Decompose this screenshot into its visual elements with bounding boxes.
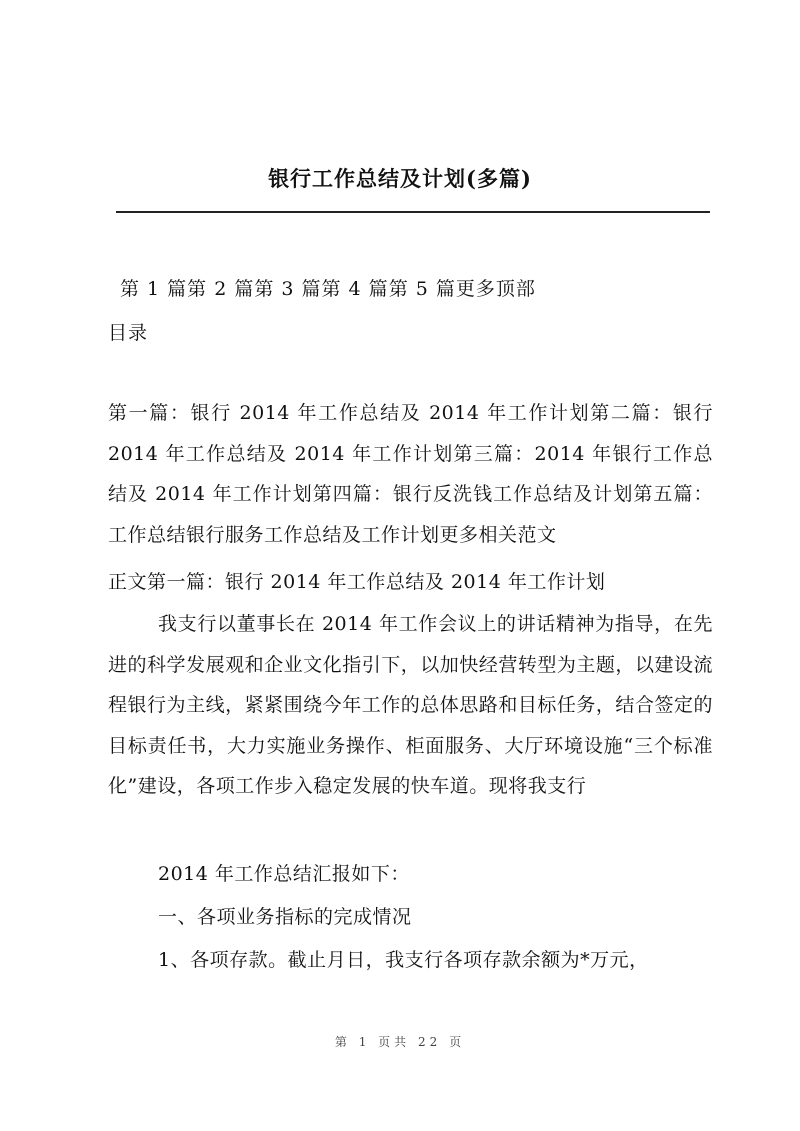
- body-paragraph-1: 我支行以董事长在 2014 年工作会议上的讲话精神为指导，在先进的科学发展观和企业文化指引下，以加快经营转型为主题，以建设流程银行为主线，紧紧围绕今年工作的总体思路和目标任务，结合签定的目标责任书，大力实施业务操作、柜面服务、大厅环境设施“三个标准化”建设，各项工作步入稳定发展的快车道。现将我支行: [108, 613, 713, 797]
- nav-link-more[interactable]: 更多: [455, 278, 496, 300]
- nav-link-top[interactable]: 顶部: [495, 278, 536, 300]
- nav-link-part-5[interactable]: 第 5 篇: [388, 278, 456, 300]
- document-title: 银行工作总结及计划(多篇): [268, 166, 532, 191]
- title-divider: [116, 211, 710, 213]
- page-footer: 第 1 页共 22 页: [334, 1035, 466, 1049]
- nav-link-part-3[interactable]: 第 3 篇: [254, 278, 322, 300]
- nav-link-part-2[interactable]: 第 2 篇: [187, 278, 255, 300]
- main-heading: 正文第一篇：银行 2014 年工作总结及 2014 年工作计划: [108, 571, 606, 593]
- article-nav: [120, 274, 536, 301]
- toc-text: 第一篇：银行 2014 年工作总结及 2014 年工作计划第二篇：银行 2014 年工作总结及 2014 年工作计划第三篇：2014 年银行工作总结及 2014 年工作计划第四篇：银行反洗钱工作总结及计划第五篇：工作总结银行服务工作总结及工作计划更多相关范文: [108, 402, 713, 546]
- body-paragraph-2: 2014 年工作总结汇报如下：: [158, 863, 410, 885]
- section-heading-1: 一、各项业务指标的完成情况: [158, 906, 412, 928]
- nav-link-part-4[interactable]: 第 4 篇: [321, 278, 389, 300]
- toc-label: 目录: [108, 322, 149, 344]
- nav-link-part-1[interactable]: 第 1 篇: [120, 278, 188, 300]
- list-item-1: 1、各项存款。截止月日，我支行各项存款余额为*万元，: [158, 949, 649, 971]
